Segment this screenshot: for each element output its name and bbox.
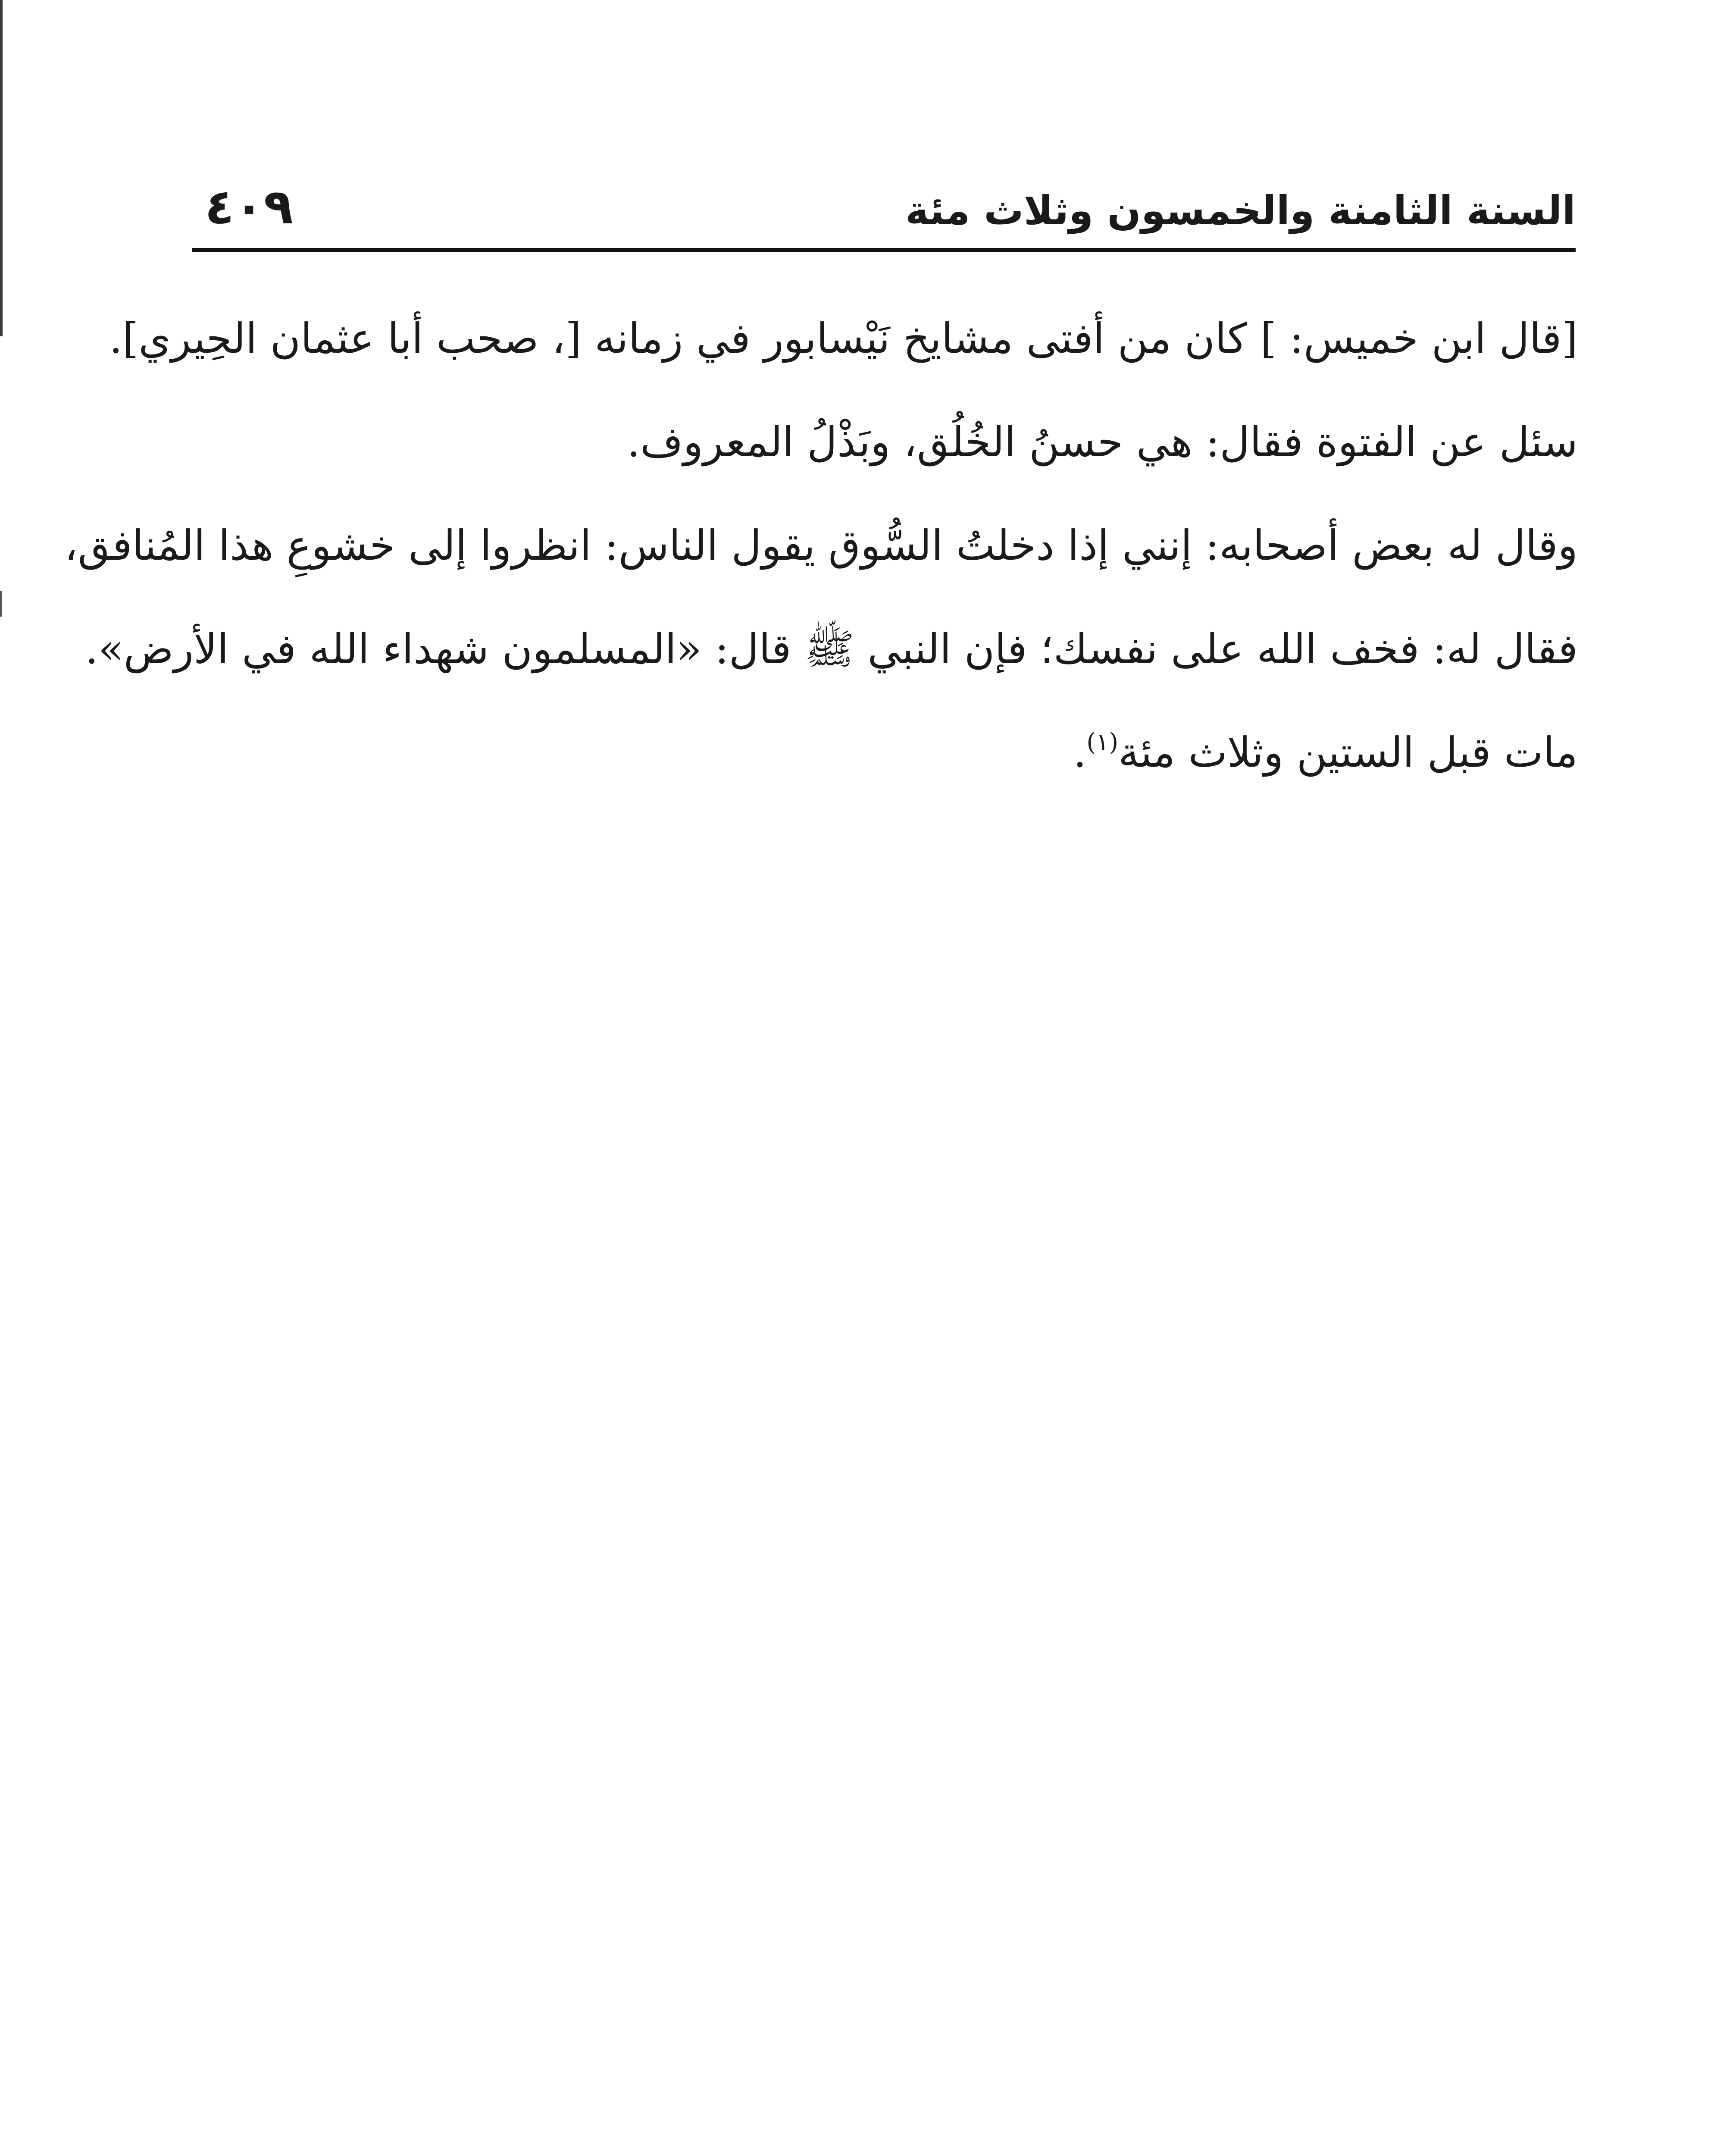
footnote-reference-1[interactable]: (١) [1086,728,1119,756]
page-header [192,170,1576,252]
text-line-5 [190,701,1578,804]
sentence-period: . [1073,728,1087,777]
text-line-5-content: مات قبل الستين وثلاث مئة [1118,728,1578,777]
text-line-2: سئل عن الفتوة فقال: هي حسنُ الخُلُق، وبَذْلُ المعروف. [627,418,1578,466]
text-line-3: وقال له بعض أصحابه: إنني إذا دخلتُ السُّوق يقول الناس: انظروا إلى خشوعِ هذا المُنافق، [64,521,1578,570]
scan-artifact-mark [0,591,2,617]
page-number: ٤٠٩ [205,179,294,235]
main-text [64,287,1578,804]
text-line-4: فقال له: فخف الله على نفسك؛ فإن النبي ﷺ قال: «المسلمون شهداء الله في الأرض». [85,625,1578,673]
scan-edge-shadow [0,0,3,336]
text-line-1: [قال ابن خميس: ] كان من أفتى مشايخ نَيْسابور في زمانه [، صحب أبا عثمان الحِيري]. [109,314,1578,363]
running-title: السنة الثامنة والخمسون وثلاث مئة [905,188,1576,234]
